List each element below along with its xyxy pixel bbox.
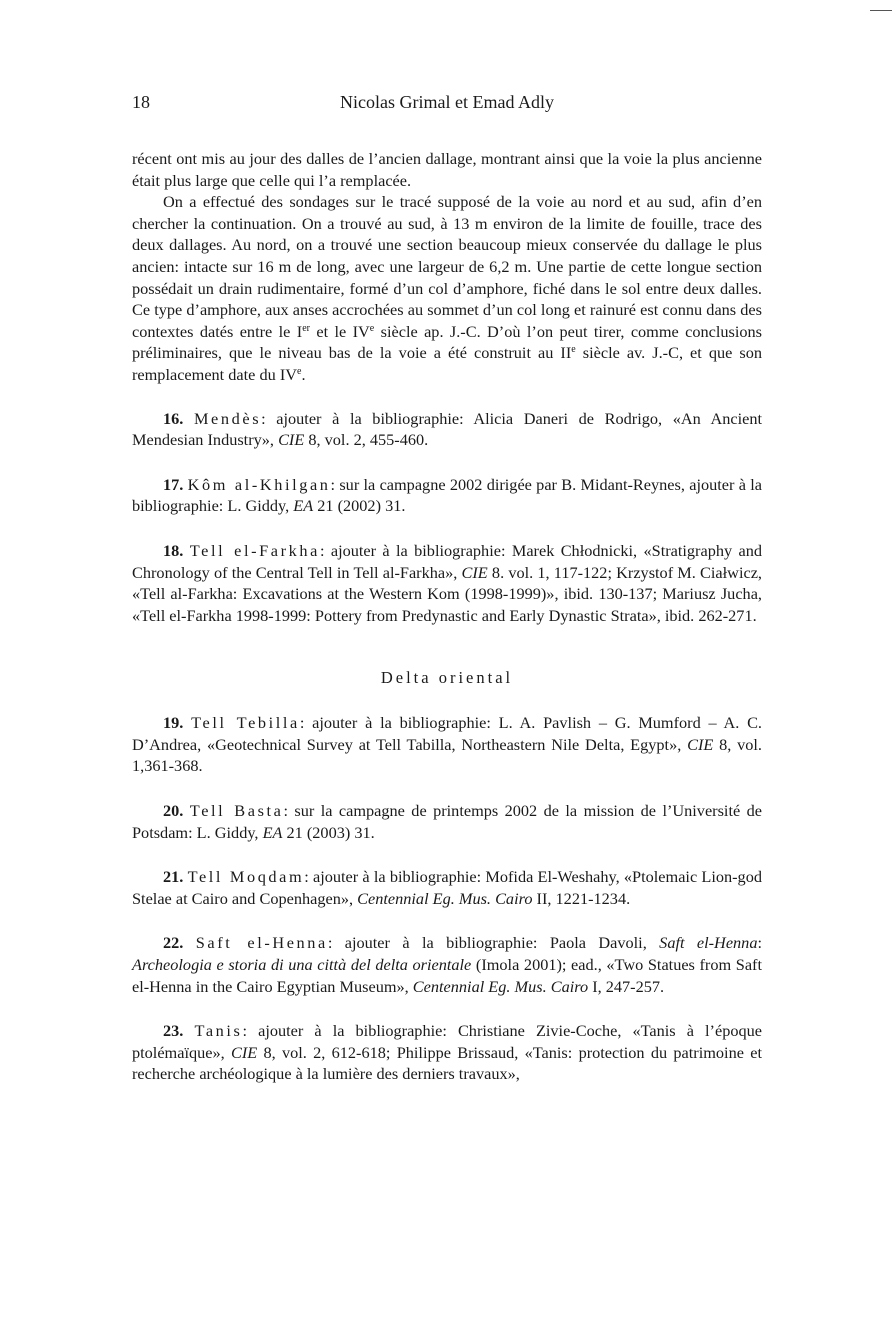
entry-number: 21. bbox=[163, 867, 184, 887]
bibliography-entry-20: 20. Tell Basta: sur la campagne de printemps 2002 de la mission de l’Université de Potsdam: L. Giddy, EA 21 (2003) 31. bbox=[132, 801, 762, 842]
bibliography-entry-18: 18. Tell el-Farkha: ajouter à la bibliographie: Marek Chłodnicki, «Stratigraphy and Chronology of the Central Tell in Tell al-Farkha», CIE 8. vol. 1, 117-122; Krzystof M. Ciałwicz, «Tell al-Farkha: Excavations at the Western Kom (1998-1999)», ibid. 130-137; Mariusz Jucha, «Tell el-Farkha 1998-1999: Pottery from Predynastic and Early Dynastic Strata», ibid. 262-271. bbox=[132, 540, 762, 625]
site-name: Tell el-Farkha bbox=[189, 540, 320, 560]
intro-paragraph-2: On a effectué des sondages sur le tracé supposé de la voie au nord et au sud, afin d’en chercher la continuation. On a trouvé au sud, à 13 m environ de la limite de fouille, trace des deux dallages. Au nord, on a trouvé une section beaucoup mieux conservée du dallage le plus ancien: intacte sur 16 m de long, avec une largeur de 6,2 m. Une partie de cette longue section possédait un drain rudimentaire, formé d’un col d’amphore, fiché dans le sol entre deux dalles. Ce type d’amphore, aux anses accrochées au sommet d’un col long et rainuré est connu dans des contextes datés entre le Ier et le IVe siècle ap. J.-C. D’où l’on peut tirer, comme conclusions préliminaires, que le niveau bas de la voie a été construit au IIe siècle av. J.-C, et que son remplacement date du IVe. bbox=[132, 192, 762, 384]
document-page bbox=[132, 92, 762, 1085]
site-name: Tell Basta bbox=[189, 801, 284, 821]
intro-paragraph-1: récent ont mis au jour des dalles de l’ancien dallage, montrant ainsi que la voie la plus ancienne était plus large que celle qui l’a remplacée. bbox=[132, 149, 762, 190]
site-name: Saft el-Henna bbox=[195, 933, 328, 953]
entry-number: 22. bbox=[163, 933, 184, 953]
page-number: 18 bbox=[132, 92, 150, 112]
site-name: Tell Tebilla bbox=[191, 713, 300, 733]
site-name: Kôm al-Khilgan bbox=[187, 474, 331, 494]
page-edge-mark bbox=[870, 0, 892, 11]
site-name: Tanis bbox=[194, 1021, 243, 1041]
running-head-authors: Nicolas Grimal et Emad Adly bbox=[340, 92, 554, 112]
site-name: Tell Moqdam bbox=[187, 867, 305, 887]
bibliography-entry-21: 21. Tell Moqdam: ajouter à la bibliographie: Mofida El-Weshahy, «Ptolemaic Lion-god Stelae at Cairo and Copenhagen», Centennial Eg. Mus. Cairo II, 1221-1234. bbox=[132, 867, 762, 908]
entry-number: 17. bbox=[163, 474, 184, 494]
entry-number: 16. bbox=[163, 408, 184, 428]
entry-number: 20. bbox=[163, 801, 184, 821]
bibliography-entry-17: 17. Kôm al-Khilgan: sur la campagne 2002 dirigée par B. Midant-Reynes, ajouter à la bibliographie: L. Giddy, EA 21 (2002) 31. bbox=[132, 474, 762, 516]
bibliography-entry-22: 22. Saft el-Henna: ajouter à la bibliographie: Paola Davoli, Saft el-Henna: Archeologia e storia di una città del delta orientale (Imola 2001); ead., «Two Statues from Saft el-Henna in the Cairo Egyptian Museum», Centennial Eg. Mus. Cairo I, 247-257. bbox=[132, 933, 763, 996]
bibliography-entry-16: 16. Mendès: ajouter à la bibliographie: Alicia Daneri de Rodrigo, «An Ancient Mendesian Industry», CIE 8, vol. 2, 455-460. bbox=[132, 408, 762, 450]
entry-number: 18. bbox=[163, 540, 184, 560]
site-name: Mendès bbox=[193, 408, 262, 428]
bibliography-entry-19: 19. Tell Tebilla: ajouter à la bibliographie: L. A. Pavlish – G. Mumford – A. C. D’Andrea, «Geotechnical Survey at Tell Tabilla, Northeastern Nile Delta, Egypt», CIE 8, vol. 1,361-368. bbox=[132, 713, 762, 776]
entry-number: 23. bbox=[163, 1021, 184, 1041]
entry-number: 19. bbox=[163, 713, 184, 733]
running-head bbox=[132, 92, 762, 122]
bibliography-entry-23: 23. Tanis: ajouter à la bibliographie: Christiane Zivie-Coche, «Tanis à l’époque ptolémaïque», CIE 8, vol. 2, 612-618; Philippe Brissaud, «Tanis: protection du patrimoine et recherche archéologique à la lumière des derniers travaux», bbox=[132, 1021, 762, 1084]
section-heading: Delta oriental bbox=[380, 668, 514, 688]
